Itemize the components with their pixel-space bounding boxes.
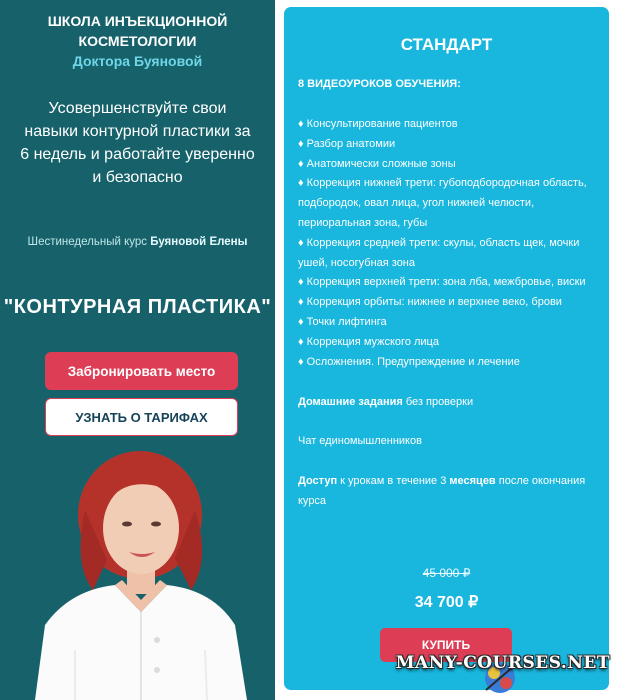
buy-button[interactable]: КУПИТЬ (380, 628, 512, 662)
access-note (298, 471, 598, 511)
school-name-line3: Доктора Буяновой (72, 53, 203, 69)
chat-note: Чат единомышленников (298, 435, 422, 447)
feature-item: ♦ Разбор анатомии (298, 135, 598, 155)
feature-item: ♦ Коррекция средней трети: скулы, область щек, мочки ушей, носогубная зона (298, 234, 598, 274)
feature-item: ♦ Анатомически сложные зоны (298, 155, 598, 175)
feature-item: ♦ Консультирование пациентов (298, 115, 598, 135)
book-seat-button[interactable]: Забронировать место (45, 352, 238, 390)
feature-list (298, 115, 598, 372)
watermark-text: MANY-COURSES.NET (395, 653, 610, 673)
school-name-line2: КОСМЕТОЛОГИИ (78, 33, 197, 49)
course-description (20, 233, 255, 252)
instructor-photo (15, 440, 260, 700)
homework-note (298, 392, 598, 412)
promo-text: Усовершенствуйте свои навыки контурной пластики за 6 недель и работайте уверенно и безопасно (20, 100, 255, 186)
promo-panel (0, 0, 275, 700)
course-author: Буяновой Елены (150, 236, 248, 248)
feature-item: ♦ Коррекция орбиты: нижнее и верхнее веко, брови (298, 293, 598, 313)
course-title: "КОНТУРНАЯ ПЛАСТИКА" (3, 296, 272, 318)
old-price: 45 000 ₽ (422, 566, 471, 580)
feature-item: ♦ Точки лифтинга (298, 313, 598, 333)
learn-tariffs-button[interactable]: УЗНАТЬ О ТАРИФАХ (45, 398, 238, 436)
lessons-count: 8 ВИДЕОУРОКОВ ОБУЧЕНИЯ: (298, 78, 461, 90)
school-name-line1: ШКОЛА ИНЪЕКЦИОННОЙ (47, 13, 228, 29)
course-prefix: Шестинедельный курс (27, 236, 151, 248)
current-price: 34 700 ₽ (414, 594, 479, 611)
access-detail: к урокам в течение 3 (337, 475, 450, 487)
homework-detail: без проверки (402, 396, 474, 408)
feature-item: ♦ Коррекция верхней трети: зона лба, межбровье, виски (298, 273, 598, 293)
feature-item: ♦ Коррекция мужского лица (298, 333, 598, 353)
access-rest: после окончания курса (298, 475, 586, 507)
feature-item: ♦ Коррекция нижней трети: губоподбородочная область, подбородок, овал лица, угол нижней челюсти, периоральная зона, губы (298, 174, 598, 233)
access-months: месяцев (449, 475, 496, 487)
homework-label: Домашние задания (298, 396, 403, 408)
access-label: Доступ (298, 475, 338, 487)
tariff-card-standard (284, 7, 609, 690)
tariff-title: СТАНДАРТ (400, 35, 493, 54)
feature-item: ♦ Осложнения. Предупреждение и лечение (298, 353, 598, 373)
